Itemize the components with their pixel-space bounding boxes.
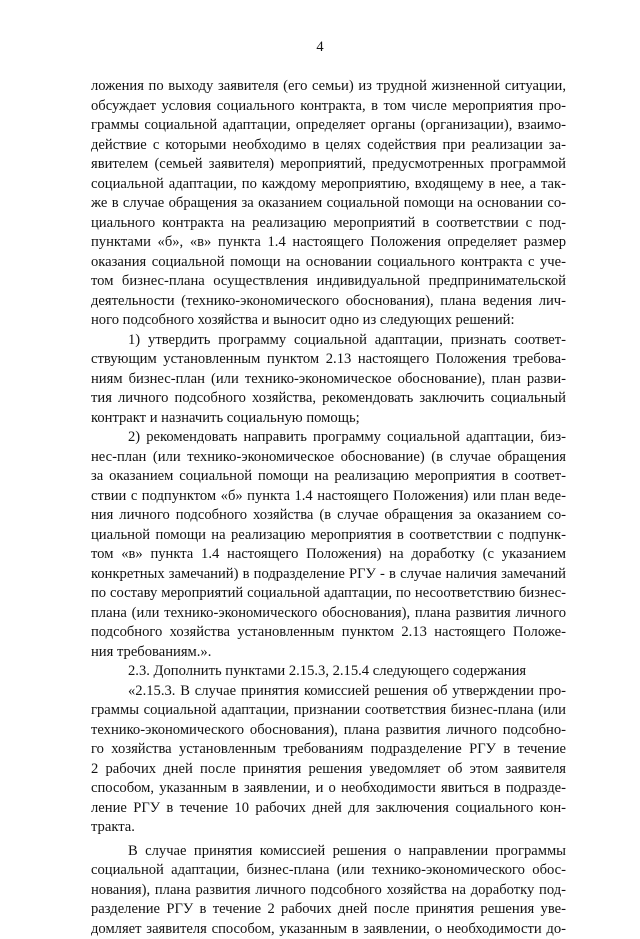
text-line: явителем (семьей заявителя) мероприятий, предусмотренных программой: [91, 155, 566, 175]
paragraph-decision-continuation: [91, 77, 566, 331]
text-line: ложения по выходу заявителя (его семьи) из трудной жизненной ситуации,: [91, 77, 566, 97]
text-line: ниям бизнес-план (или технико-экономическое обоснование), план разви-: [91, 370, 566, 390]
text-line: подсобного хозяйства установленным пунктом 2.13 настоящего Положе-: [91, 623, 566, 643]
text-line: оказания социальной помощи на основании социального контракта с уче-: [91, 253, 566, 273]
text-line: «2.15.3. В случае принятия комиссией решения об утверждении про-: [91, 682, 566, 702]
text-line: социальной адаптации, бизнес-плана (или технико-экономического обос-: [91, 861, 566, 881]
text-line: 1) утвердить программу социальной адаптации, признать соответ-: [91, 331, 566, 351]
text-line: циальной помощи на реализацию мероприятия в соответствии с подпунк-: [91, 526, 566, 546]
page-number: 4: [0, 39, 640, 56]
text-line: 2) рекомендовать направить программу социальной адаптации, биз-: [91, 428, 566, 448]
text-line: тракта.: [91, 818, 566, 838]
text-line: по составу мероприятий социальной адаптации, по несоответствию бизнес-: [91, 584, 566, 604]
paragraph-revision-decision: [91, 842, 566, 939]
text-line: же в случае обращения за оказанием социальной помощи на основании со-: [91, 194, 566, 214]
document-body: [91, 77, 566, 939]
text-line: ного подсобного хозяйства и выносит одно из следующих решений:: [91, 311, 566, 331]
paragraph-item-1: [91, 331, 566, 429]
text-line: обсуждает условия социального контракта, в том числе мероприятия про-: [91, 97, 566, 117]
text-line: том бизнес-плана осуществления индивидуальной предпринимательской: [91, 272, 566, 292]
text-line: ствующим установленным пунктом 2.13 настоящего Положения требова-: [91, 350, 566, 370]
paragraph-clause-2-15-3: [91, 682, 566, 838]
text-line: го хозяйства установленным требованиям подразделение РГУ в течение: [91, 740, 566, 760]
text-line: нес-план (или технико-экономическое обоснование) (в случае обращения: [91, 448, 566, 468]
text-line: 2.3. Дополнить пунктами 2.15.3, 2.15.4 следующего содержания: [91, 662, 566, 682]
paragraph-amendment-2-3: [91, 662, 566, 682]
text-line: технико-экономического обоснования), плана развития личного подсобно-: [91, 721, 566, 741]
text-line: действие с которыми необходимо в целях содействия при реализации за-: [91, 136, 566, 156]
text-line: конкретных замечаний) в подразделение РГУ - в случае наличия замечаний: [91, 565, 566, 585]
text-line: ление РГУ в течение 10 рабочих дней для заключения социального кон-: [91, 799, 566, 819]
text-line: циального контракта на реализацию мероприятий в соответствии с под-: [91, 214, 566, 234]
text-line: способом, указанным в заявлении, и о необходимости явиться в подразде-: [91, 779, 566, 799]
text-line: тия личного подсобного хозяйства, рекомендовать заключить социальный: [91, 389, 566, 409]
text-line: пунктами «б», «в» пункта 1.4 настоящего Положения определяет размер: [91, 233, 566, 253]
text-line: ствии с подпунктом «б» пункта 1.4 настоящего Положения) или план веде-: [91, 487, 566, 507]
paragraph-item-2: [91, 428, 566, 662]
text-line: социальной адаптации, по каждому мероприятию, входящему в нее, а так-: [91, 175, 566, 195]
text-line: 2 рабочих дней после принятия решения уведомляет об этом заявителя: [91, 760, 566, 780]
text-line: разделение РГУ в течение 2 рабочих дней после принятия решения уве-: [91, 900, 566, 920]
text-line: за оказанием социальной помощи на реализацию мероприятия в соответ-: [91, 467, 566, 487]
text-line: граммы социальной адаптации, признании соответствия бизнес-плана (или: [91, 701, 566, 721]
text-line: плана (или технико-экономического обоснования), плана развития личного: [91, 604, 566, 624]
text-line: домляет заявителя способом, указанным в заявлении, о необходимости до-: [91, 920, 566, 939]
text-line: том «в» пункта 1.4 настоящего Положения) на доработку (с указанием: [91, 545, 566, 565]
text-line: нования), плана развития личного подсобного хозяйства на доработку под-: [91, 881, 566, 901]
text-line: ния личного подсобного хозяйства (в случае обращения за оказанием со-: [91, 506, 566, 526]
text-line: граммы социальной адаптации, определяет органы (организации), взаимо-: [91, 116, 566, 136]
text-line: В случае принятия комиссией решения о направлении программы: [91, 842, 566, 862]
text-line: деятельности (технико-экономического обоснования), плана ведения лич-: [91, 292, 566, 312]
text-line: контракт и назначить социальную помощь;: [91, 409, 566, 429]
text-line: ния требованиям.».: [91, 643, 566, 663]
